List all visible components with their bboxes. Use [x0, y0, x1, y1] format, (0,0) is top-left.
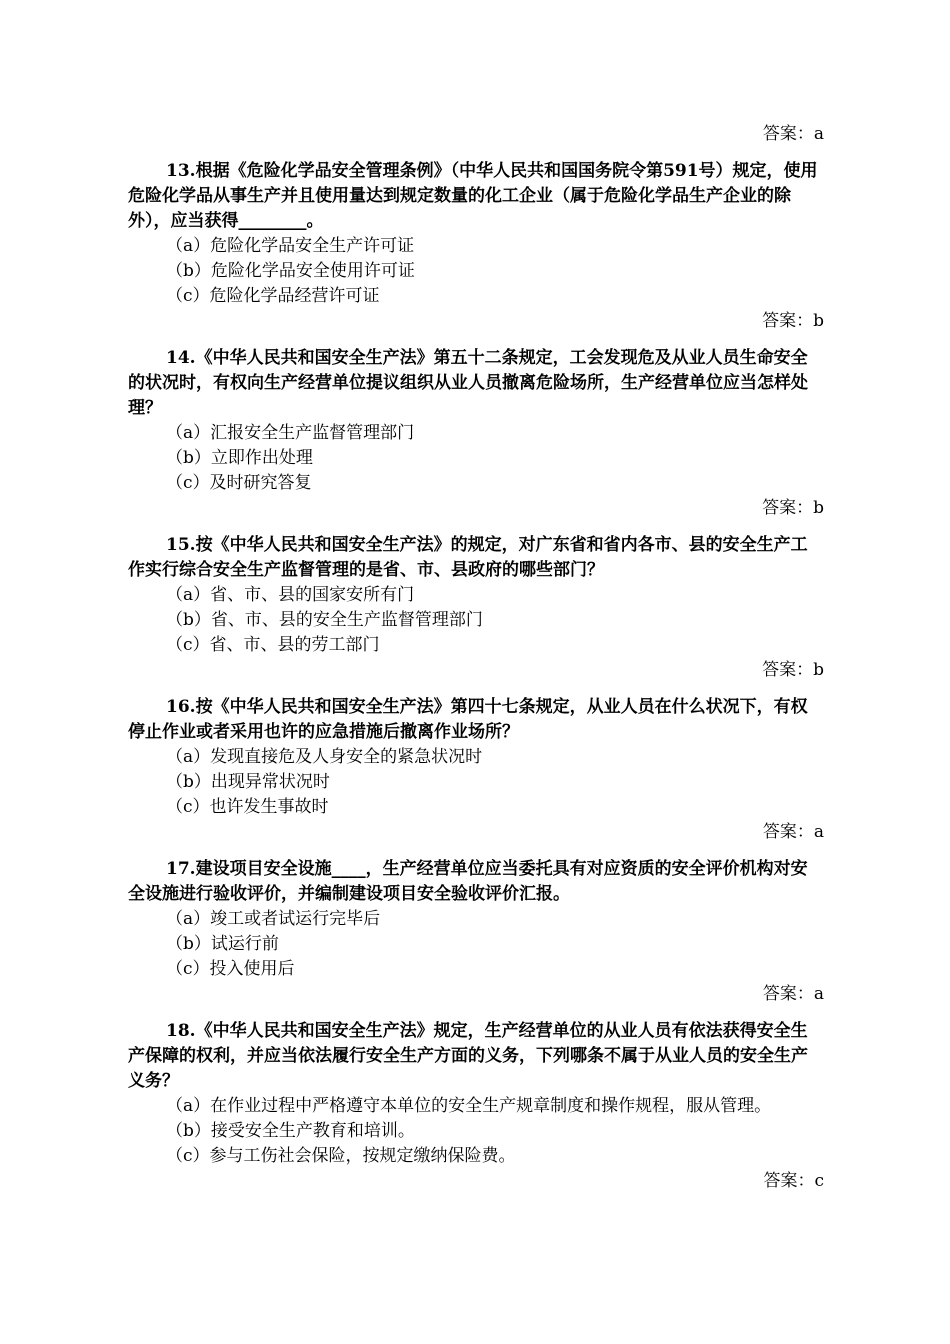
answer: 答案：a — [762, 984, 824, 1004]
option-a: （a）危险化学品安全生产许可证 — [166, 236, 415, 256]
question-14 — [128, 346, 824, 521]
answer: 答案：c — [763, 1171, 824, 1191]
document-page — [128, 122, 824, 1194]
option-c: （c）也许发生事故时 — [166, 797, 329, 817]
option-c: （c）省、市、县的劳工部门 — [166, 635, 380, 655]
answer: 答案：b — [762, 498, 824, 518]
option-b: （b）省、市、县的安全生产监督管理部门 — [166, 610, 483, 630]
question-text: 14.《中华人民共和国安全生产法》第五十二条规定，工会发现危及从业人员生命安全的状况时，有权向生产经营单位提议组织从业人员撤离危险场所，生产经营单位应当怎样处理？ — [128, 348, 808, 418]
option-b: （b）危险化学品安全使用许可证 — [166, 261, 415, 281]
option-a: （a）在作业过程中严格遵守本单位的安全生产规章制度和操作规程，服从管理。 — [166, 1096, 772, 1116]
option-b: （b）出现异常状况时 — [166, 772, 330, 792]
question-16 — [128, 695, 824, 845]
question-13 — [128, 159, 824, 334]
option-b: （b）试运行前 — [166, 934, 279, 954]
question-text: 17.建设项目安全设施____，生产经营单位应当委托具有对应资质的安全评价机构对安全设施进行验收评价，并编制建设项目安全验收评价汇报。 — [128, 859, 808, 904]
option-b: （b）接受安全生产教育和培训。 — [166, 1121, 415, 1141]
question-text: 16.按《中华人民共和国安全生产法》第四十七条规定，从业人员在什么状况下，有权停止作业或者采用也许的应急措施后撤离作业场所？ — [128, 697, 808, 742]
question-text: 18.《中华人民共和国安全生产法》规定，生产经营单位的从业人员有依法获得安全生产保障的权利，并应当依法履行安全生产方面的义务，下列哪条不属于从业人员的安全生产义务？ — [128, 1021, 808, 1091]
question-text: 15.按《中华人民共和国安全生产法》的规定，对广东省和省内各市、县的安全生产工作实行综合安全生产监督管理的是省、市、县政府的哪些部门？ — [128, 535, 808, 580]
option-c: （c）参与工伤社会保险，按规定缴纳保险费。 — [166, 1146, 516, 1166]
answer-12: 答案：a — [762, 124, 824, 144]
answer: 答案：b — [762, 311, 824, 331]
question-17 — [128, 857, 824, 1007]
option-b: （b）立即作出处理 — [166, 448, 313, 468]
answer: 答案：b — [762, 660, 824, 680]
option-a: （a）省、市、县的国家安所有门 — [166, 585, 415, 605]
question-text: 13.根据《危险化学品安全管理条例》（中华人民共和国国务院令第591号）规定，使用危险化学品从事生产并且使用量达到规定数量的化工企业（属于危险化学品生产企业的除外），应当获得________。 — [128, 161, 818, 231]
option-a: （a）发现直接危及人身安全的紧急状况时 — [166, 747, 483, 767]
option-c: （c）投入使用后 — [166, 959, 295, 979]
option-a: （a）竣工或者试运行完毕后 — [166, 909, 381, 929]
option-c: （c）危险化学品经营许可证 — [166, 286, 380, 306]
option-a: （a）汇报安全生产监督管理部门 — [166, 423, 415, 443]
answer: 答案：a — [762, 822, 824, 842]
question-18 — [128, 1019, 824, 1194]
question-15 — [128, 533, 824, 683]
option-c: （c）及时研究答复 — [166, 473, 312, 493]
